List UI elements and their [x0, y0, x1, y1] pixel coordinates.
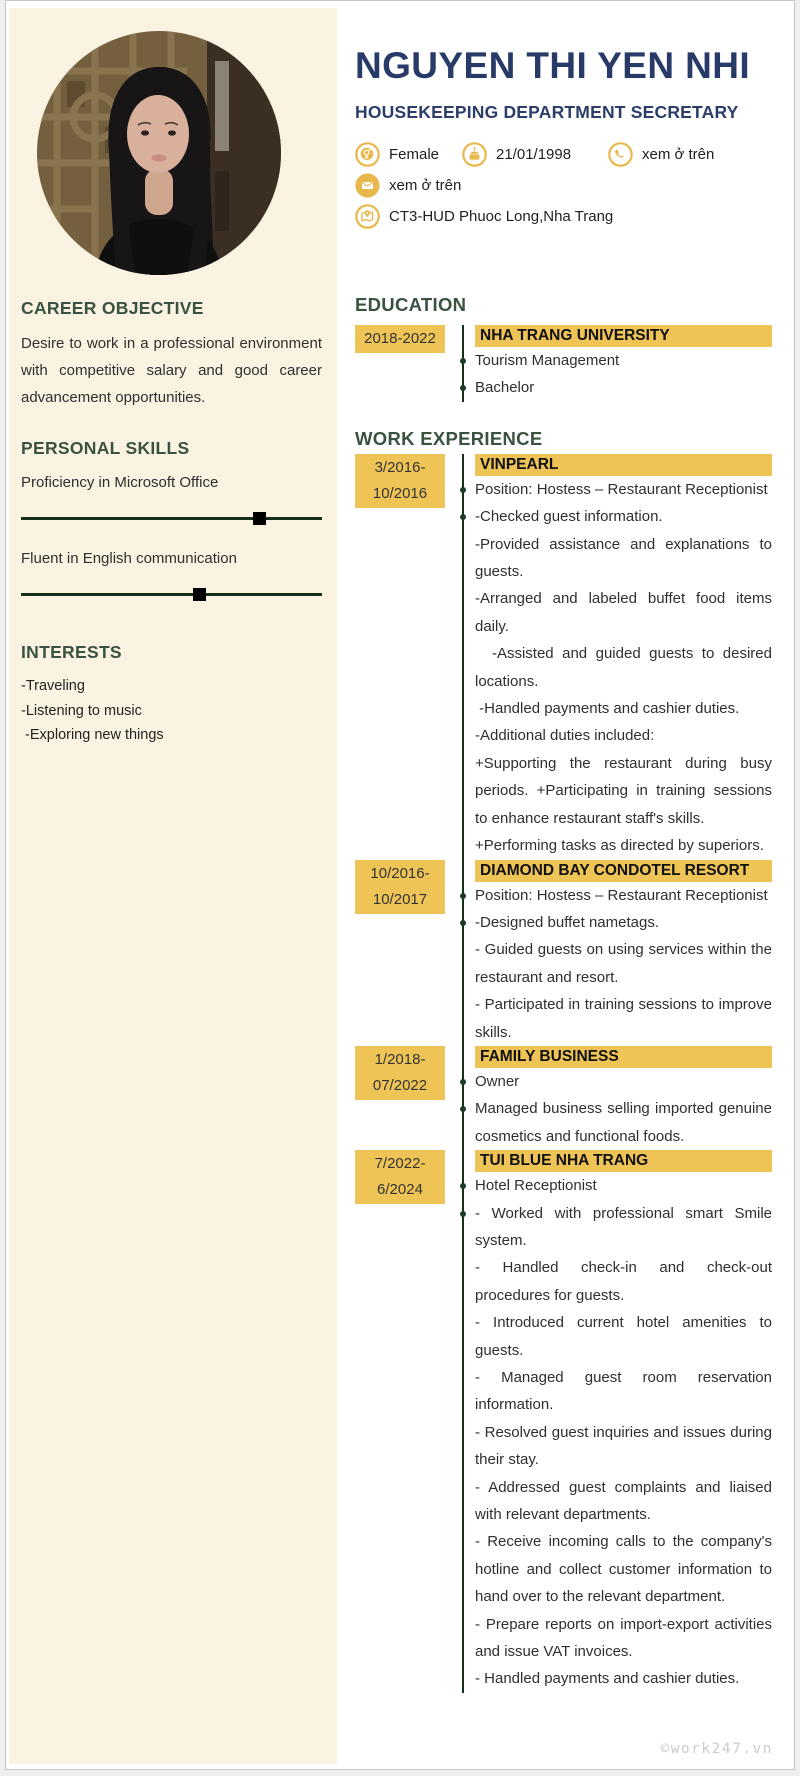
contact-item [462, 142, 608, 167]
skill-level-marker [253, 512, 266, 525]
experience-item: -Designed buffet nametags. [475, 909, 772, 936]
education-entry [355, 325, 772, 402]
contact-item [355, 142, 462, 167]
entry-content [462, 325, 772, 402]
work-experience-section [355, 428, 772, 1693]
contact-label: 21/01/1998 [496, 146, 572, 163]
date-badge: 2018-2022 [355, 325, 445, 353]
education-timeline [355, 325, 772, 402]
education-heading: EDUCATION [355, 294, 467, 315]
personal-skills-heading: PERSONAL SKILLS [21, 438, 190, 458]
experience-item: Managed business selling imported genuine cosmetics and functional foods. [475, 1095, 772, 1150]
entry-title [475, 1046, 772, 1068]
experience-entry [355, 860, 772, 1046]
education-item: Bachelor [475, 374, 772, 401]
contact-row [355, 139, 772, 170]
candidate-name: NGUYEN THI YEN NHI [355, 45, 751, 86]
sidebar [9, 8, 337, 1764]
entry-title [475, 325, 772, 347]
portrait-illustration [37, 31, 281, 275]
experience-item: Owner [475, 1068, 772, 1095]
gender-icon [355, 142, 380, 167]
skill-level-marker [193, 588, 206, 601]
experience-item: Position: Hostess – Restaurant Receptionist [475, 882, 772, 909]
education-section [355, 294, 772, 402]
experience-item: - Receive incoming calls to the company's hotline and collect customer information to hand over to the relevant department. [475, 1533, 772, 1606]
experience-item: - Worked with professional smart Smile system. [475, 1200, 772, 1255]
profile-photo [37, 31, 281, 275]
watermark: ©work247.vn [660, 1741, 773, 1757]
entry-title [475, 1150, 772, 1172]
experience-item: Position: Hostess – Restaurant Receptionist [475, 476, 772, 503]
contact-item [355, 204, 613, 229]
contact-label: xem ở trên [389, 177, 462, 194]
experience-item: - Addressed guest complaints and liaised with relevant departments. [475, 1478, 772, 1524]
experience-entry [355, 1150, 772, 1693]
entry-title-text: NHA TRANG UNIVERSITY [480, 327, 670, 344]
work-experience-heading: WORK EXPERIENCE [355, 427, 543, 449]
location-icon [355, 204, 380, 229]
contact-label: CT3-HUD Phuoc Long,Nha Trang [389, 208, 614, 225]
entry-title-text: FAMILY BUSINESS [480, 1047, 619, 1065]
experience-item: -Arranged and labeled buffet food items daily. [475, 590, 772, 635]
career-objective-section [21, 298, 322, 411]
date-badge: 3/2016- 10/2016 [355, 454, 445, 508]
entry-title-text: DIAMOND BAY CONDOTEL RESORT [480, 861, 750, 879]
entry-content [462, 860, 772, 1046]
skill-label: Proficiency in Microsoft Office [21, 474, 219, 491]
skills-list [21, 473, 322, 596]
experience-item: - Prepare reports on import-export activities and issue VAT invoices. [475, 1615, 772, 1661]
birthday-icon [462, 142, 487, 167]
skill-label: Fluent in English communication [21, 550, 237, 567]
experience-item: +Performing tasks as directed by superiors. [475, 837, 764, 855]
career-objective-text: Desire to work in a professional environment with competitive salary and good career advancement opportunities. [21, 335, 322, 406]
experience-item: - Guided guests on using services within the restaurant and resort. [475, 941, 772, 986]
experience-item: - Managed guest room reservation information. [475, 1369, 772, 1414]
contact-item [355, 173, 461, 198]
interests-section [21, 642, 322, 748]
experience-item: -Assisted and guided guests to desired locations. [475, 645, 772, 690]
experience-entry [355, 1046, 772, 1150]
contact-row [355, 201, 772, 232]
contact-row [355, 170, 772, 201]
skill-slider [21, 593, 322, 596]
experience-item: - Introduced current hotel amenities to guests. [475, 1314, 772, 1359]
experience-item: - Participated in training sessions to improve skills. [475, 996, 772, 1041]
phone-icon [608, 142, 633, 167]
experience-item: -Additional duties included: [475, 727, 655, 745]
entry-content [462, 1150, 772, 1693]
date-badge: 7/2022- 6/2024 [355, 1150, 445, 1204]
experience-item: Hotel Receptionist [475, 1172, 772, 1199]
cv-page [5, 0, 795, 1770]
entry-content [462, 1046, 772, 1150]
entry-content [462, 454, 772, 860]
experience-item: -Handled payments and cashier duties. [475, 700, 740, 718]
skill-slider [21, 517, 322, 520]
main-column [355, 1, 772, 1693]
experience-item: +Supporting the restaurant during busy periods. +Participating in training sessions to enhance restaurant staff's skills. [475, 754, 772, 827]
experience-item: - Resolved guest inquiries and issues during their stay. [475, 1423, 772, 1469]
contact-info [355, 139, 772, 232]
entry-title-text: VINPEARL [480, 455, 559, 473]
date-badge: 10/2016- 10/2017 [355, 860, 445, 914]
personal-skills-section [21, 438, 322, 596]
entry-title-text: TUI BLUE NHA TRANG [480, 1152, 649, 1170]
interest-item: -Exploring new things [21, 727, 164, 743]
interest-item: -Listening to music [21, 702, 142, 719]
date-badge: 1/2018- 07/2022 [355, 1046, 445, 1100]
experience-item: - Handled check-in and check-out procedures for guests. [475, 1259, 772, 1304]
experience-entry [355, 454, 772, 860]
contact-label: xem ở trên [642, 146, 715, 163]
experience-item: -Checked guest information. [475, 503, 772, 530]
education-item: Tourism Management [475, 347, 772, 374]
job-title: HOUSEKEEPING DEPARTMENT SECRETARY [355, 102, 739, 122]
entry-title [475, 860, 772, 882]
experience-item: - Handled payments and cashier duties. [475, 1670, 740, 1688]
interest-item: -Traveling [21, 678, 85, 694]
interests-list [21, 674, 322, 748]
email-icon [355, 173, 380, 198]
career-objective-heading: CAREER OBJECTIVE [21, 298, 204, 318]
work-experience-timeline [355, 454, 772, 1693]
experience-item: -Provided assistance and explanations to guests. [475, 535, 772, 581]
interests-heading: INTERESTS [21, 642, 122, 662]
contact-label: Female [389, 146, 440, 163]
contact-item [608, 142, 714, 167]
entry-title [475, 454, 772, 476]
